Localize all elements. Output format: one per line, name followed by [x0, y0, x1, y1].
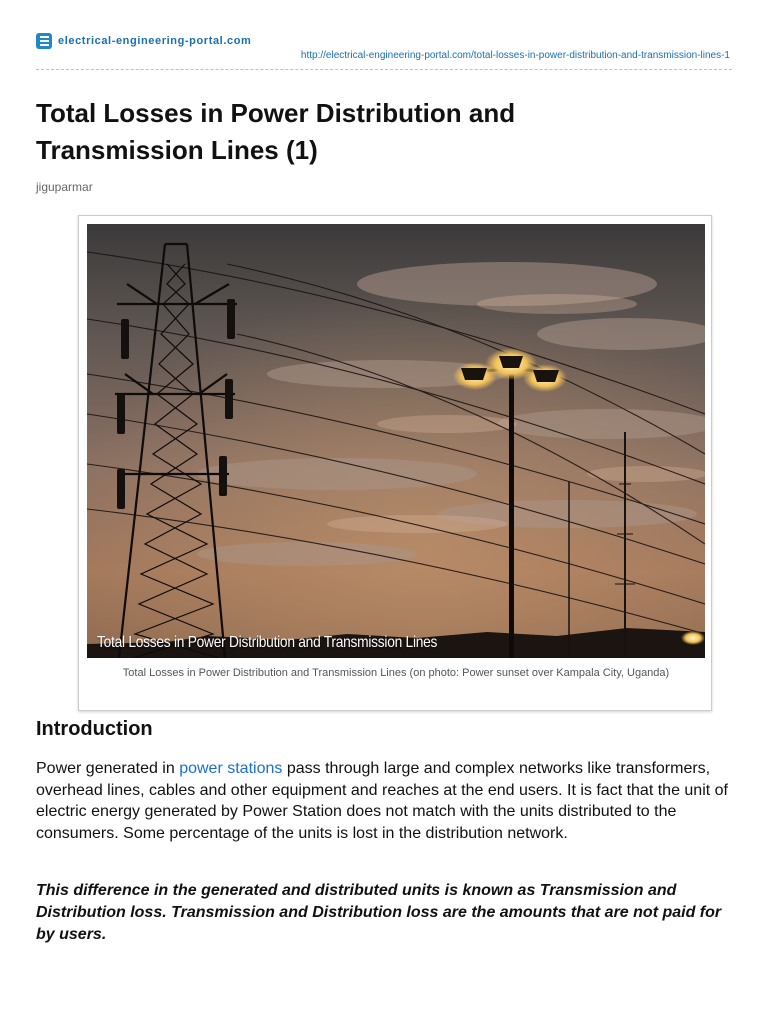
- photo-overlay-title: Total Losses in Power Distribution and Transmission Lines: [97, 634, 438, 651]
- article-title: Total Losses in Power Distribution and Transmission Lines (1): [36, 98, 516, 165]
- page-url-link[interactable]: http://electrical-engineering-portal.com/total-losses-in-power-distribution-and-transmission-lines-1: [300, 50, 730, 61]
- figure-photo: [87, 224, 705, 658]
- section-heading-introduction: Introduction: [36, 718, 153, 740]
- intro-text-rest: pass through large and complex networks like transformers, overhead lines, cables and other equipment and reaches at the end users. It is fact that the unit of electric energy generated by Power Station does not match with the units distributed to the consumers. Some percentage of the units is lost in the distribution network.: [36, 760, 728, 842]
- article-author: jiguparmar: [36, 180, 93, 194]
- intro-text-start: Power generated in: [36, 760, 180, 777]
- site-brand[interactable]: [36, 32, 732, 50]
- article-figure: [78, 215, 712, 711]
- site-header: [36, 32, 732, 72]
- photo-power-lines-sunset: [87, 224, 705, 658]
- power-stations-link[interactable]: power stations: [179, 760, 283, 777]
- intro-paragraph: [36, 758, 732, 844]
- header-divider: [36, 69, 732, 70]
- document-icon: [36, 33, 52, 49]
- figure-caption: Total Losses in Power Distribution and Transmission Lines (on photo: Power sunset over Kampala City, Uganda): [122, 667, 670, 679]
- emphasis-paragraph: This difference in the generated and distributed units is known as Transmission and Distribution loss. Transmission and Distribution loss are the amounts that are not paid for by users.: [36, 882, 722, 943]
- site-name[interactable]: electrical-engineering-portal.com: [58, 35, 252, 47]
